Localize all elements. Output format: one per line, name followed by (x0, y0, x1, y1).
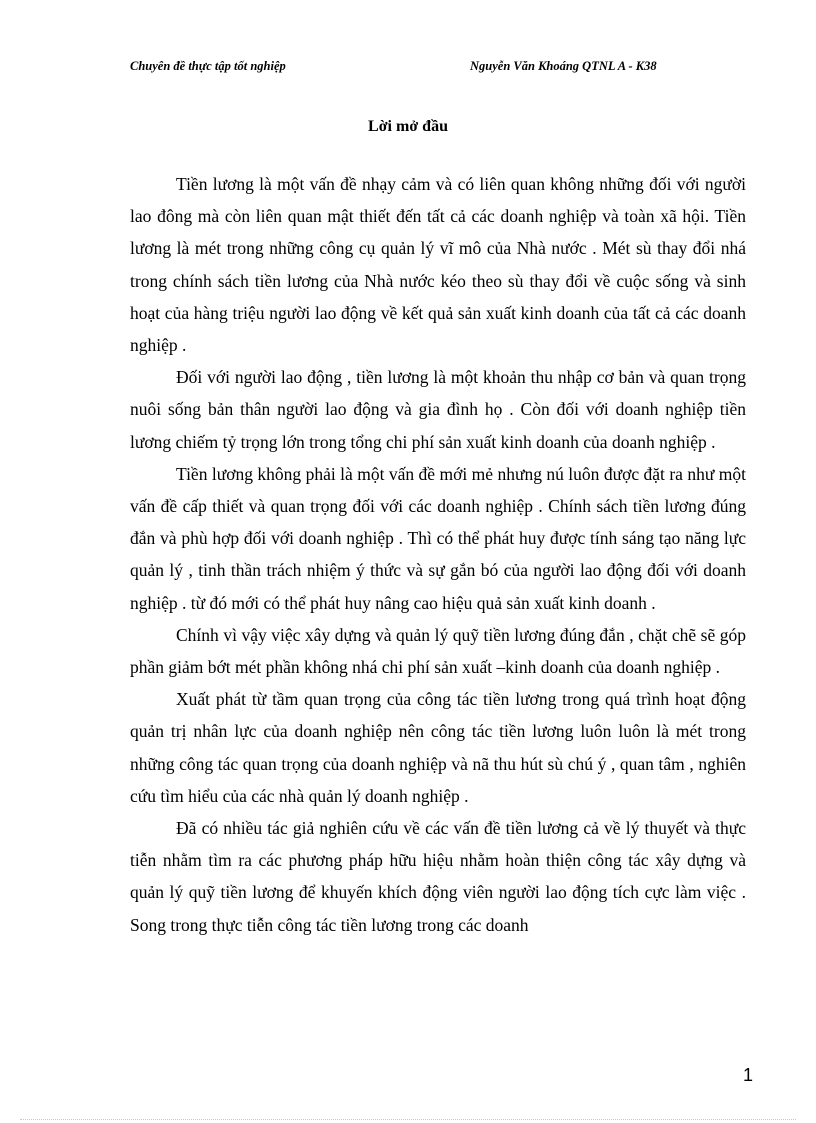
paragraph: Đã có nhiều tác giả nghiên cứu về các vấn đề tiền lương cả về lý thuyết và thực tiễn nhằm tìm ra các phương pháp hữu hiệu nhằm hoàn thiện công tác xây dựng và quản lý quỹ tiền lương để khuyến khích động viên người lao động tích cực làm việc . Song trong thực tiễn công tác tiền lương trong các doanh (130, 818, 746, 935)
header-author: Nguyễn Văn Khoáng QTNL A - K38 (470, 59, 657, 73)
page-number: 1 (743, 1065, 754, 1085)
document-body (130, 168, 746, 941)
paragraph: Tiền lương không phải là một vấn đề mới mẻ nhưng nú luôn được đặt ra như một vấn đề cấp thiết và quan trọng đối với các doanh nghiệp . Chính sách tiền lương đúng đắn và phù hợp đối với doanh nghiệp . Thì có thể phát huy được tính sáng tạo năng lực quản lý , tinh thần trách nhiệm ý thức và sự gắn bó của người lao động đối với doanh nghiệp . từ đó mới có thể phát huy nâng cao hiệu quả sản xuất kinh doanh . (130, 463, 746, 613)
paragraph: Đối với người lao động , tiền lương là một khoản thu nhập cơ bản và quan trọng nuôi sống bản thân người lao động và gia đình họ . Còn đối với doanh nghiệp tiền lương chiếm tỷ trọng lớn trong tổng chi phí sản xuất kinh doanh của doanh nghiệp . (130, 367, 746, 452)
page-bottom-divider (20, 1119, 796, 1120)
paragraph: Tiền lương là một vấn đề nhạy cảm và có liên quan không những đối với người lao đông mà còn liên quan mật thiết đến tất cả các doanh nghiệp và toàn xã hội. Tiền lương là mét trong những công cụ quản lý vĩ mô của Nhà nước . Mét sù thay đổi nhá trong chính sách tiền lương của Nhà nước kéo theo sù thay đổi về cuộc sống và sinh hoạt của hàng triệu người lao động về kết quả sản xuất kinh doanh của tất cả các doanh nghiệp . (130, 174, 746, 356)
paragraph: Chính vì vậy việc xây dựng và quản lý quỹ tiền lương đúng đắn , chặt chẽ sẽ góp phần giảm bớt mét phần không nhá chi phí sản xuất –kinh doanh của doanh nghiệp . (130, 624, 746, 678)
page-header (130, 59, 690, 79)
paragraph: Xuất phát từ tầm quan trọng của công tác tiền lương trong quá trình hoạt động quản trị nhân lực của doanh nghiệp nên công tác tiền lương luôn luôn là mét trong những công tác quan trọng của doanh nghiệp và nã thu hút sù chú ý , quan tâm , nghiên cứu tìm hiểu của các nhà quản lý doanh nghiệp . (130, 689, 746, 806)
page-title: Lời mở đầu (368, 118, 448, 135)
header-document-type: Chuyên đề thực tập tốt nghiệp (130, 59, 286, 73)
